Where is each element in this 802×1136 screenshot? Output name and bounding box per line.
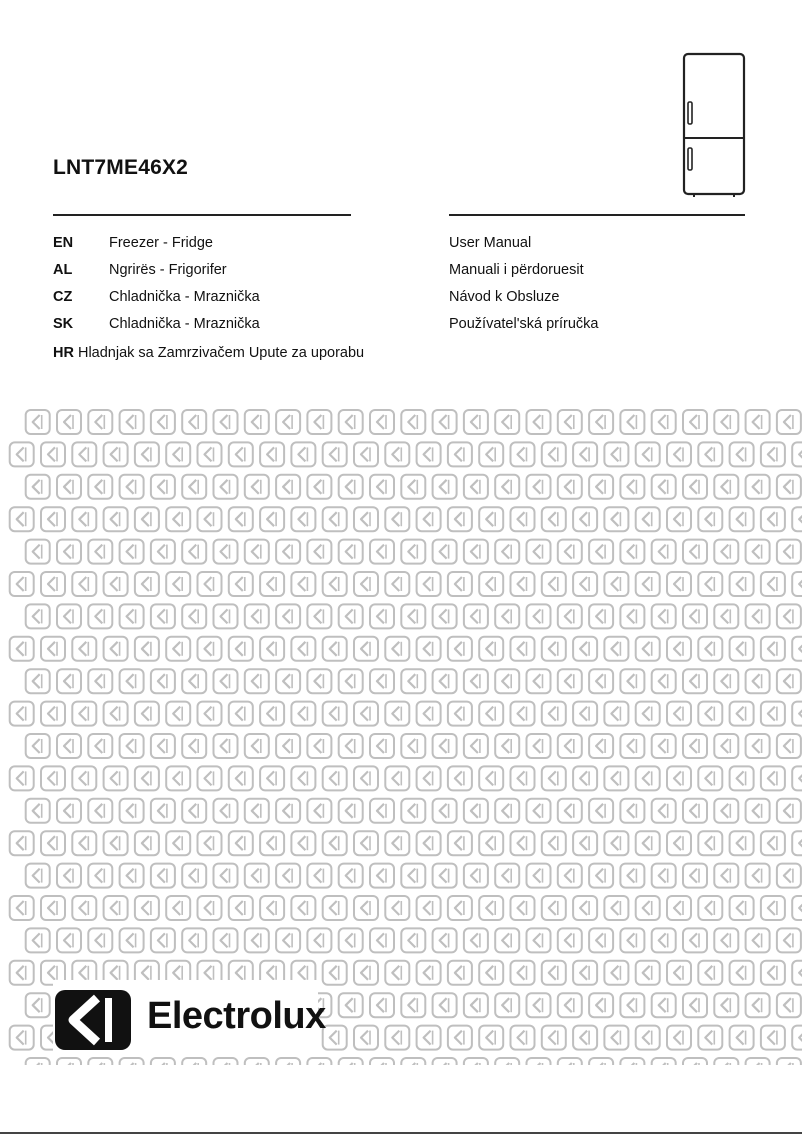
language-row-sk bbox=[53, 315, 753, 342]
electrolux-pattern-icon bbox=[0, 405, 802, 1065]
product-name: Chladnička - Mraznička bbox=[109, 289, 260, 305]
document-title: Návod k Obsluze bbox=[449, 289, 560, 305]
language-code: CZ bbox=[53, 289, 73, 305]
language-code: EN bbox=[53, 235, 74, 251]
product-name: Chladnička - Mraznička bbox=[109, 316, 260, 332]
product-name: Ngrirës - Frigorifer bbox=[109, 262, 227, 278]
document-title: Manuali i përdoruesit bbox=[449, 262, 584, 278]
language-row-en bbox=[53, 234, 753, 261]
fridge-freezer-icon bbox=[682, 52, 746, 198]
language-code: AL bbox=[53, 262, 73, 278]
language-row-hr bbox=[53, 344, 364, 362]
document-title: User Manual bbox=[449, 235, 532, 251]
hr-product-and-document: Hladnjak sa Zamrzivačem Upute za uporabu bbox=[77, 345, 365, 361]
language-list bbox=[53, 234, 753, 342]
document-title: Používatel'ská príručka bbox=[449, 316, 599, 332]
language-code: SK bbox=[53, 316, 74, 332]
brand-wordmark: Electrolux bbox=[147, 995, 326, 1037]
product-name: Freezer - Fridge bbox=[109, 235, 213, 251]
divider-left bbox=[53, 214, 351, 216]
divider-right bbox=[449, 214, 745, 216]
language-row-al bbox=[53, 261, 753, 288]
language-row-cz bbox=[53, 288, 753, 315]
language-code: HR bbox=[53, 345, 74, 361]
page-bottom-rule bbox=[0, 1132, 802, 1134]
brand-pattern-background bbox=[0, 405, 802, 1065]
brand-logo bbox=[53, 980, 326, 1052]
electrolux-logo-icon bbox=[53, 988, 133, 1052]
model-number: LNT7ME46X2 bbox=[53, 156, 189, 179]
